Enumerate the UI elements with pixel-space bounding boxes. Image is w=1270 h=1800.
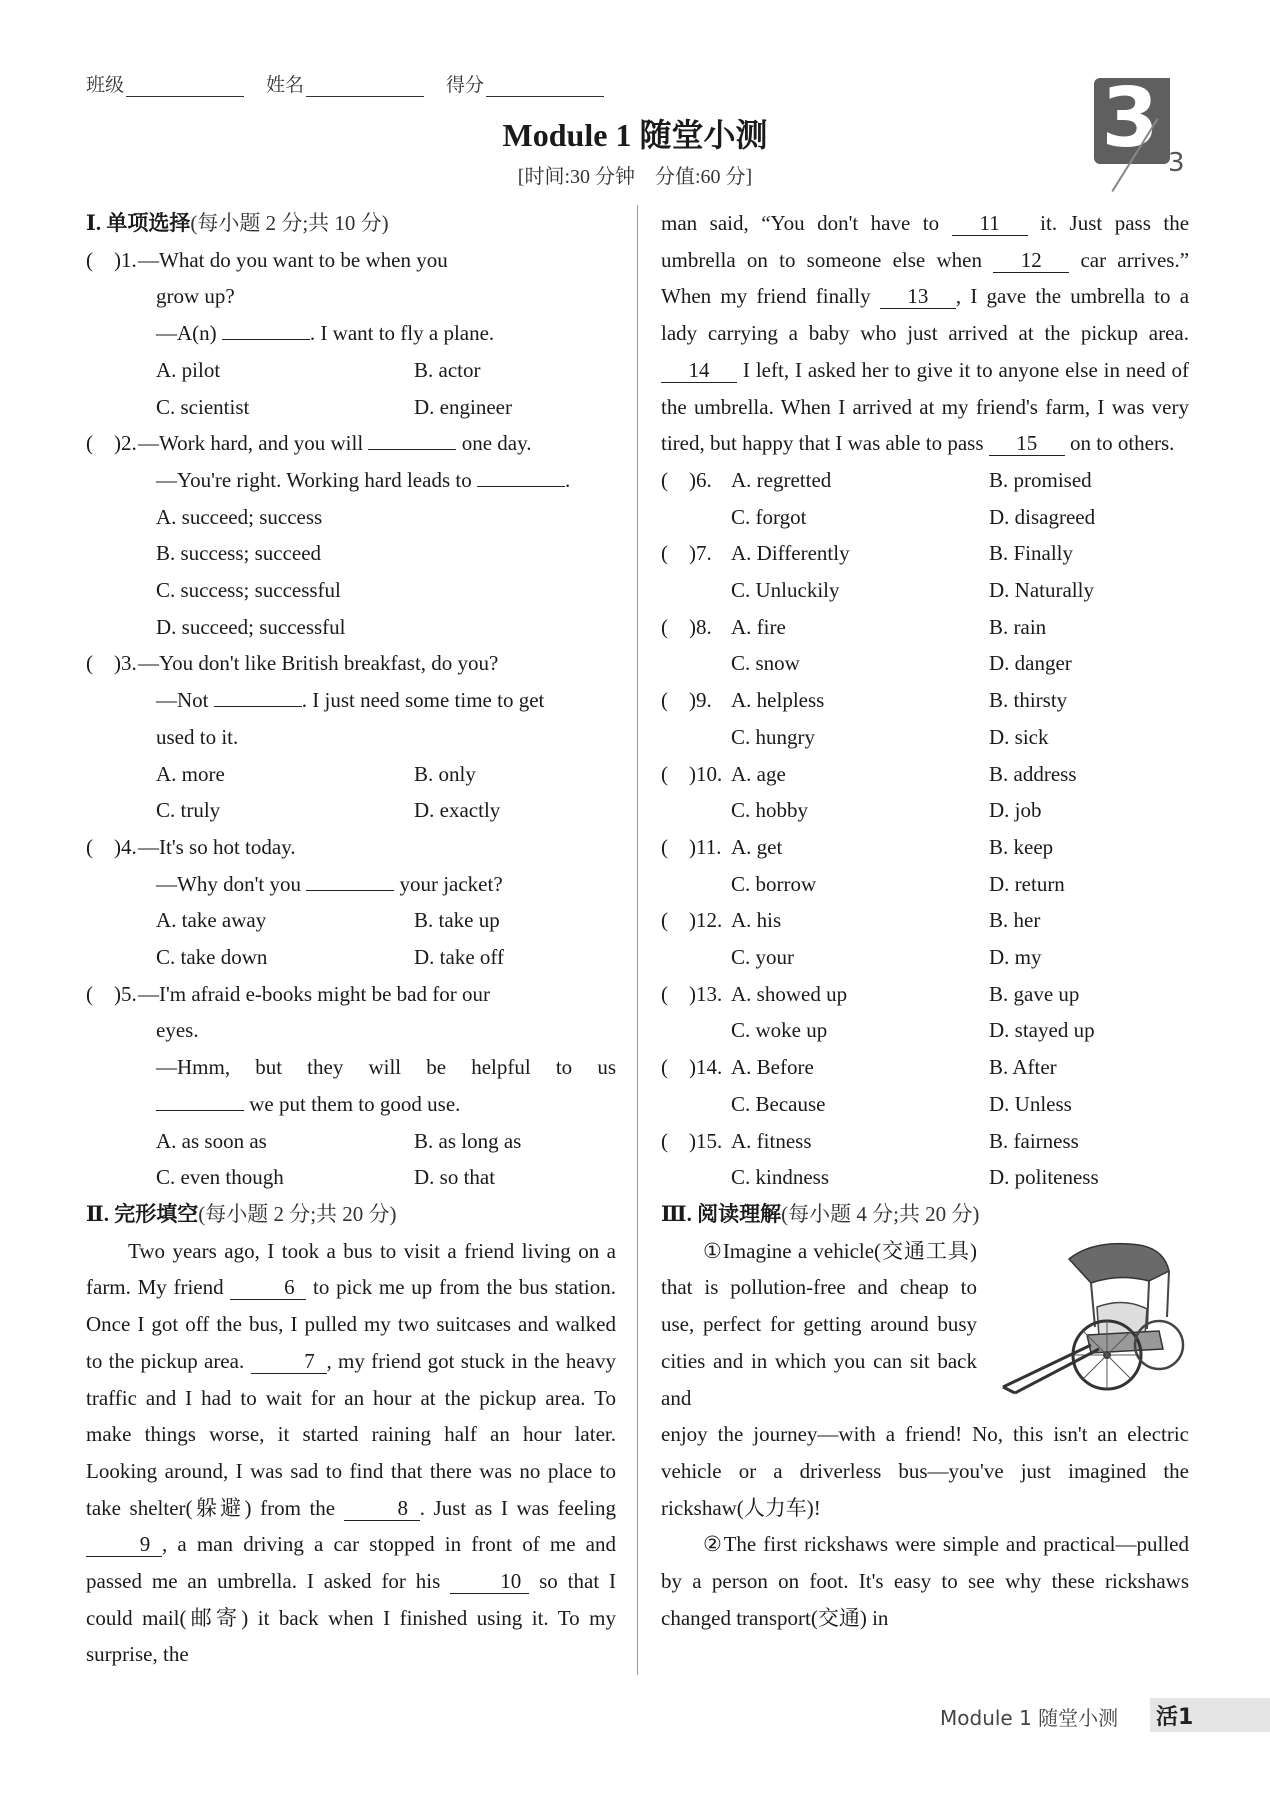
answer-blank[interactable] [306,870,394,891]
option-c[interactable]: C. snow [731,651,800,676]
section2-title: Ⅱ. 完形填空(每小题 2 分;共 20 分) [86,1201,397,1226]
option-c[interactable]: C. Because [731,1091,826,1116]
cloze-blank-12[interactable]: 12 [993,248,1069,273]
answer-blank[interactable] [222,319,310,340]
column-divider [637,205,638,1675]
cloze-blank-10[interactable]: 10 [450,1569,529,1594]
reading-para-1b: enjoy the journey—with a friend! No, this isn't an electric vehicle or a driverless bus—you've just imagined the rickshaw(人力车)! [661,1422,1189,1520]
option-a[interactable]: A. Differently [731,541,850,566]
option-d[interactable]: D. sick [989,724,1049,749]
cloze-blank-15[interactable]: 15 [989,431,1065,456]
options-row [661,866,1189,903]
cloze-question-9: ( )9. A. helpless B. thirsty [661,682,1189,719]
option-d[interactable]: D. politeness [989,1165,1099,1190]
options-row: A. pilot B. actor [156,357,481,382]
options-row [661,939,1189,976]
answer-blank[interactable] [214,686,302,707]
cloze-question-11: ( )11. A. get B. keep [661,829,1189,866]
option-d[interactable]: D. return [989,871,1065,896]
option-b[interactable]: B. promised [989,467,1092,492]
option-a[interactable]: A. fitness [731,1128,812,1153]
reading-para-1a: ①Imagine a vehicle(交通工具) that is pollution-free and cheap to use, perfect for getting around busy cities and in which you can sit back and [661,1238,977,1410]
options-row [661,792,1189,829]
option-d[interactable]: D. danger [989,651,1072,676]
option-a[interactable]: A. get [731,834,783,859]
answer-blank[interactable] [156,1090,244,1111]
option-c[interactable]: C. woke up [731,1018,828,1043]
cloze-passage: Two years ago, I took a bus to visit a friend living on a farm. My friend 6 to pick me up from the bus station. Once I got off the bus, I pulled my two suitcases and walked to the pickup area. 7 , my friend got stuck in the heavy traffic and I had to wait for an hour at the pickup area. To make things worse, it started raining half an hour later. Looking around, I was sad to find that there was no place to take shelter(躲避) from the 8 . Just as I was feeling 9 , a man driving a car stopped in front of me and passed me an umbrella. I asked for his 10 so that I could mail(邮寄) it back when I finished using it. To my surprise, the [86,1238,617,1667]
cloze-question-15: ( )15. A. fitness B. fairness [661,1123,1189,1160]
option-a[interactable]: A. showed up [731,981,848,1006]
cloze-question-12: ( )12. A. his B. her [661,902,1189,939]
option-a[interactable]: A. Before [731,1055,814,1080]
reading-block [661,1233,1189,1417]
right-column [661,205,1189,1636]
page-number: 活1 [1156,1705,1194,1730]
option-c[interactable]: C. forgot [731,504,807,529]
student-info-row [86,70,604,97]
option-d[interactable]: D. job [989,798,1042,823]
answer-blank[interactable] [368,429,456,450]
cloze-question-8: ( )8. A. fire B. rain [661,609,1189,646]
cloze-blank-6[interactable]: 6 [230,1275,306,1300]
cloze-question-14: ( )14. A. Before B. After [661,1049,1189,1086]
option-b[interactable]: B. gave up [989,981,1080,1006]
cloze-question-7: ( )7. A. Differently B. Finally [661,535,1189,572]
options-row [661,572,1189,609]
option-b[interactable]: B. keep [989,834,1054,859]
options-row [661,1159,1189,1196]
option-b[interactable]: B. address [989,761,1077,786]
cloze-options [661,462,1189,1196]
option-c[interactable]: C. your [731,945,794,970]
option-d[interactable]: D. my [989,945,1042,970]
option-c[interactable]: C. Unluckily [731,578,840,603]
question-5: ( )5. —I'm afraid e-books might be bad for our [86,981,490,1006]
option-c[interactable]: C. borrow [731,871,817,896]
question-1: ( )1. —What do you want to be when you [86,247,448,272]
option-b[interactable]: B. rain [989,614,1047,639]
option-b[interactable]: B. thirsty [989,688,1068,713]
options-row [661,499,1189,536]
section3-title: Ⅲ. 阅读理解(每小题 4 分;共 20 分) [661,1201,980,1226]
score-field[interactable]: 得分 [446,70,604,97]
class-field[interactable]: 班级 [86,70,244,97]
unit-badge-small: 3 [1168,148,1185,178]
cloze-blank-14[interactable]: 14 [661,358,737,383]
question-2: ( )2. —Work hard, and you will one day. [86,431,532,456]
page-subtitle: [时间:30 分钟 分值:60 分] [517,166,753,188]
option-c[interactable]: C. hungry [731,724,815,749]
option-a[interactable]: A. fire [731,614,786,639]
question-4: ( )4. —It's so hot today. [86,834,296,859]
options-row [661,1012,1189,1049]
option-d[interactable]: D. stayed up [989,1018,1095,1043]
question-3: ( )3. —You don't like British breakfast, do you? [86,651,499,676]
option-b[interactable]: B. After [989,1055,1057,1080]
option-d[interactable]: D. Unless [989,1091,1072,1116]
option-c[interactable]: C. kindness [731,1165,830,1190]
option-c[interactable]: C. hobby [731,798,809,823]
answer-blank[interactable] [477,466,565,487]
cloze-question-6: ( )6. A. regretted B. promised [661,462,1189,499]
cloze-blank-13[interactable]: 13 [880,284,956,309]
cloze-blank-11[interactable]: 11 [952,211,1028,236]
options-row [661,645,1189,682]
footer-module: Module 1 随堂小测 [940,1706,1119,1730]
option-b[interactable]: B. her [989,908,1041,933]
cloze-blank-9[interactable]: 9 [86,1532,162,1557]
page-title: Module 1 随堂小测 [502,117,768,153]
section1-title: Ⅰ. 单项选择(每小题 2 分;共 10 分) [86,211,389,235]
reading-para-2: ②The first rickshaws were simple and practical—pulled by a person on foot. It's easy to see why these rickshaws changed transport(交通) in [661,1532,1189,1630]
options-row [661,719,1189,756]
option-a[interactable]: A. age [731,761,786,786]
options-row [661,1086,1189,1123]
option-b[interactable]: B. Finally [989,541,1074,566]
cloze-blank-7[interactable]: 7 [251,1349,327,1374]
cloze-question-10: ( )10. A. age B. address [661,756,1189,793]
option-d[interactable]: D. Naturally [989,578,1094,603]
option-a[interactable]: A. helpless [731,688,825,713]
cloze-question-13: ( )13. A. showed up B. gave up [661,976,1189,1013]
name-field[interactable]: 姓名 [266,70,424,97]
cloze-blank-8[interactable]: 8 [344,1496,420,1521]
cloze-passage-cont: man said, “You don't have to 11 it. Just pass the umbrella on to someone else when 12 car arrives.” When my friend finally 13 , I gave the umbrella to a lady carrying a baby who just arrived at the pickup area. 14 I left, I asked her to give it to anyone else in need of the umbrella. When I arrived at my friend's farm, I was very tired, but happy that I was able to pass 15 on to others. [661,211,1190,456]
options-row: C. scientist D. engineer [156,394,512,419]
option-a[interactable]: A. regretted [731,467,832,492]
rickshaw-illustration [999,1237,1189,1397]
option-a[interactable]: A. his [731,908,782,933]
left-column: Ⅰ. 单项选择(每小题 2 分;共 10 分) ( )1. —What do you want to be when you grow up? —A(n) . I want to fly a plane. A. pilot B. actor C. scientist D. engineer ( )2. —Work hard, and you will one day. —You're right. Working hard leads to . A. succeed; success B. success; succeed C. success; successful D. succeed; successful ( )3. —You don't like British breakfast, do you? —Not . I just need some time to get used to it. A. more B. only C. truly D. exactly ( )4. —It's so hot today. —Why don't you your jacket? A. take away B. take up C. take down D. take off ( )5. —I'm afraid e-books might be bad for our eyes. —Hmm, but they will be helpful to us we put them to good use. A. as soon as B. as long as C. even though D. so that Ⅱ. 完形填空(每小题 2 分;共 20 分) Two years ago, I took a bus to visit a friend living on a farm. My friend 6 to pick me up from the bus station. Once I got off the bus, I pulled my two suitcases and walked to the pickup area. 7 , my friend got stuck in the heavy traffic and I had to wait for an hour at the pickup area. To make things worse, it started raining half an hour later. Looking around, I was sad to find that there was no place to take shelter(躲避) from the 8 . Just as I was feeling 9 , a man driving a car stopped in front of me and passed me an umbrella. I asked for his 10 so that I could mail(邮寄) it back when I finished using it. To my surprise, the [86,205,616,1673]
unit-badge-number: 3 [1101,71,1159,166]
option-b[interactable]: B. fairness [989,1128,1079,1153]
option-d[interactable]: D. disagreed [989,504,1096,529]
